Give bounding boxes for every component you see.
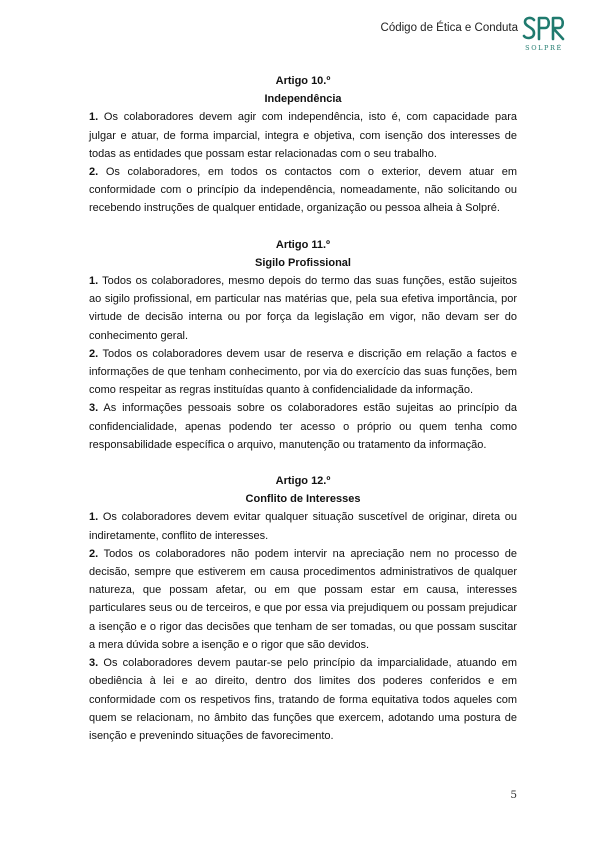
- paragraph-text: Todos os colaboradores devem usar de reserva e discrição em relação a factos e informações de que tenham conhecimento, por via do exercício das suas funções, bem como respeitar as regras instituídas quanto à confidencialidade da informação.: [89, 347, 517, 397]
- article-10: [89, 72, 517, 218]
- paragraph-number: 2.: [89, 166, 99, 179]
- solpre-logo: [518, 14, 570, 56]
- paragraph-number: 1.: [89, 111, 99, 124]
- paragraph-number: 3.: [89, 402, 99, 415]
- page-number: 5: [510, 789, 517, 801]
- paragraph-text: Os colaboradores devem pautar-se pelo princípio da imparcialidade, atuando em obediência à lei e ao direito, dentro dos limites dos poderes conferidos e em conformidade com os respetivos fins, tratando de forma equitativa todos aqueles com quem se relacionam, no âmbito das funções que exercem, adotando uma postura de isenção e prevenindo situações de favorecimento.: [89, 657, 517, 742]
- document-body: [89, 72, 517, 745]
- paragraph-number: 2.: [89, 547, 99, 560]
- paragraph: [89, 545, 517, 654]
- article-title: Artigo 11.º: [275, 238, 331, 251]
- paragraph-number: 1.: [89, 511, 99, 524]
- document-header-title: Código de Ética e Conduta: [380, 22, 518, 34]
- paragraph: [89, 508, 517, 544]
- paragraph-text: Os colaboradores devem agir com independência, isto é, com capacidade para julgar e atuar, de forma imparcial, integra e objetiva, com isenção dos interesses de todas as entidades que possam estar relacionadas com o seu trabalho.: [89, 111, 518, 160]
- paragraph-text: As informações pessoais sobre os colaboradores estão sujeitas ao princípio da confidencialidade, apenas podendo ter acesso o próprio ou quem tenha como responsabilidade específica o arquivo, manutenção ou tratamento da informação.: [89, 402, 518, 451]
- paragraph-number: 3.: [89, 657, 99, 670]
- article-subtitle: Sigilo Profissional: [255, 256, 351, 269]
- article-subtitle: Conflito de Interesses: [245, 493, 361, 506]
- paragraph-number: 1.: [89, 275, 99, 288]
- article-title: Artigo 10.º: [275, 75, 331, 87]
- paragraph: [89, 399, 517, 454]
- paragraph-number: 2.: [89, 347, 99, 360]
- paragraph-text: Todos os colaboradores não podem intervir na apreciação nem no processo de decisão, sempre que estiverem em causa procedimentos administrativos de qualquer natureza, que possam afetar, ou em que possam estar em causa, interesses particulares seus ou de terceiros, e que por essa via prejudiquem ou possam prejudicar a isenção e o rigor das decisões que tenham de ser tomadas, ou que possam suscitar a mera dúvida sobre a isenção e o rigor que são devidos.: [89, 547, 518, 651]
- paragraph-text: Todos os colaboradores, mesmo depois do termo das suas funções, estão sujeitos ao sigilo profissional, em particular nas matérias que, pela sua efetiva importância, por virtude de decisão interna ou por força da legislação em vigor, não devam ser do conhecimento geral.: [89, 275, 518, 342]
- paragraph: [89, 654, 517, 745]
- article-title: Artigo 12.º: [275, 475, 331, 488]
- paragraph-text: Os colaboradores, em todos os contactos com o exterior, devem atuar em conformidade com o princípio da independência, nomeadamente, não solicitando ou recebendo instruções de qualquer entidade, organização ou pessoa alheia à Solpré.: [89, 166, 518, 215]
- logo-subtitle: SOLPRÉ: [525, 44, 563, 52]
- paragraph: [89, 108, 517, 163]
- spr-logo-icon: [522, 14, 566, 42]
- article-subtitle: Independência: [264, 93, 342, 106]
- paragraph: [89, 272, 517, 345]
- paragraph: [89, 345, 517, 400]
- article-11: [89, 236, 517, 454]
- paragraph: [89, 163, 517, 218]
- article-12: [89, 472, 517, 745]
- paragraph-text: Os colaboradores devem evitar qualquer situação suscetível de originar, direta ou indiretamente, conflito de interesses.: [89, 511, 517, 542]
